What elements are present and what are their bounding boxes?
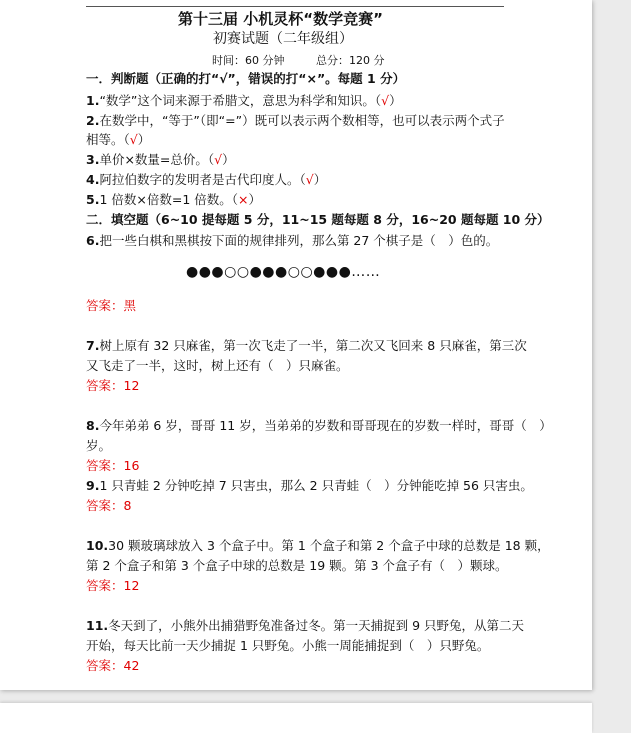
document-title: 第十三届 小机灵杯“数学竞赛”: [178, 10, 383, 28]
answer-7: 答案：12: [86, 378, 140, 393]
section2-heading: 二．填空题（6~10 提每题 5 分，11~15 题每题 8 分，16~20 题每题 10 分）: [86, 212, 550, 227]
question-8-line2: 岁。: [86, 438, 112, 453]
answer-6: 答案：黑: [86, 298, 137, 313]
answer-mark: √: [214, 152, 223, 167]
question-number: 10.: [86, 538, 109, 553]
question-number: 4.: [86, 172, 100, 187]
question-close: ）: [313, 172, 327, 187]
question-4: [86, 172, 326, 188]
question-5: [86, 192, 261, 208]
time-limit: 时间：60 分钟: [212, 54, 285, 67]
question-number: 3.: [86, 152, 100, 167]
question-text: 树上原有 32 只麻雀，第一次飞走了一半，第二次又飞回来 8 只麻雀，第三次: [99, 338, 527, 353]
question-text: 在数学中，“等于”（即“=”）既可以表示两个数相等，也可以表示两个式子: [99, 113, 505, 128]
question-number: 7.: [86, 338, 100, 353]
answer-10: 答案：12: [86, 578, 140, 593]
question-number: 6.: [86, 233, 100, 248]
question-text: 冬天到了，小熊外出捕猎野兔准备过冬。第一天捕捉到 9 只野兔，从第二天: [108, 618, 525, 633]
total-score: 总分：120 分: [316, 54, 385, 67]
question-close: ）: [248, 192, 262, 207]
answer-mark: √: [129, 132, 138, 147]
question-text: 1 倍数×倍数=1 倍数。（: [99, 192, 239, 207]
question-number: 1.: [86, 93, 100, 108]
question-9: [86, 478, 533, 494]
question-text: 相等。（: [86, 132, 130, 147]
answer-8: 答案：16: [86, 458, 140, 473]
answer-11: 答案：42: [86, 658, 140, 673]
chess-pattern: ●●●○○●●●○○●●●……: [186, 264, 381, 280]
question-text: 把一些白棋和黑棋按下面的规律排列，那么第 27 个棋子是（ ）色的。: [99, 233, 499, 248]
question-number: 9.: [86, 478, 100, 493]
answer-9: 答案：8: [86, 498, 132, 513]
question-7-line2: 又飞走了一半，这时，树上还有（ ）只麻雀。: [86, 358, 349, 373]
question-number: 2.: [86, 113, 100, 128]
question-11-line1: [86, 618, 524, 634]
question-number: 8.: [86, 418, 100, 433]
question-7-line1: [86, 338, 527, 354]
question-text: 阿拉伯数字的发明者是古代印度人。（: [99, 172, 306, 187]
question-2-line1: [86, 113, 505, 129]
question-1: [86, 93, 402, 109]
question-3: [86, 152, 235, 168]
answer-mark: √: [305, 172, 314, 187]
question-text: 今年弟弟 6 岁，哥哥 11 岁，当弟弟的岁数和哥哥现在的岁数一样时，哥哥（ ）: [99, 418, 552, 433]
header-rule: [86, 6, 504, 7]
question-number: 5.: [86, 192, 100, 207]
question-text: 单价×数量=总价。（: [99, 152, 215, 167]
question-text: “数学”这个词来源于希腊文，意思为科学和知识。（: [99, 93, 382, 108]
answer-mark: ×: [238, 192, 249, 207]
question-10-line1: [86, 538, 550, 554]
question-2-line2: [86, 132, 150, 148]
question-close: ）: [389, 93, 402, 108]
question-8-line1: [86, 418, 552, 434]
document-subtitle: 初赛试题（二年级组）: [213, 31, 353, 47]
section1-heading: 一．判断题（正确的打“√”，错误的打“×”。每题 1 分）: [86, 71, 406, 86]
question-close: ）: [137, 132, 151, 147]
answer-mark: √: [381, 93, 390, 108]
question-close: ）: [222, 152, 235, 167]
question-10-line2: 第 2 个盒子和第 3 个盒子中球的总数是 19 颗。第 3 个盒子有（ ）颗球。: [86, 558, 508, 573]
question-11-line2: 开始，每天比前一天少捕捉 1 只野兔。小熊一周能捕捉到（ ）只野兔。: [86, 638, 490, 653]
question-6: [86, 233, 498, 249]
question-text: 30 颗玻璃球放入 3 个盒子中。第 1 个盒子和第 2 个盒子中球的总数是 18 颗，: [108, 538, 550, 553]
question-text: 1 只青蛙 2 分钟吃掉 7 只害虫，那么 2 只青蛙（ ）分钟能吃掉 56 只害虫。: [99, 478, 533, 493]
next-page: [0, 703, 592, 733]
question-number: 11.: [86, 618, 109, 633]
